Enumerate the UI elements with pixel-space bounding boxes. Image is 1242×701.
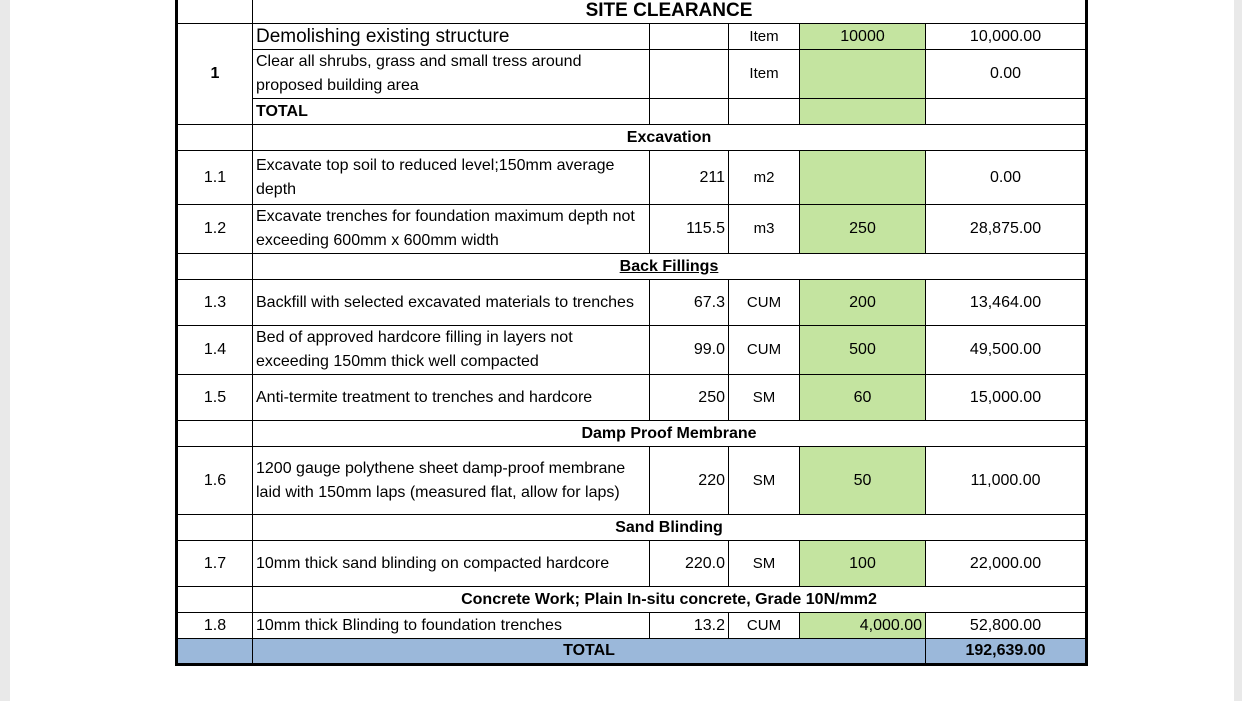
spreadsheet-page (10, 0, 1234, 701)
title-row (177, 0, 1087, 24)
section-header-row (177, 515, 1087, 541)
item-unit: m2 (729, 151, 800, 205)
item-amount: 28,875.00 (926, 205, 1087, 254)
item-description: Anti-termite treatment to trenches and hardcore (253, 375, 650, 421)
item-description: 1200 gauge polythene sheet damp-proof membrane laid with 150mm laps (measured flat, allow for laps) (253, 447, 650, 515)
item-description: Excavate top soil to reduced level;150mm average depth (253, 151, 650, 205)
cell-blank (177, 0, 253, 24)
item-quantity (650, 50, 729, 99)
item-rate: 4,000.00 (800, 613, 926, 639)
section-heading: Excavation (253, 125, 1087, 151)
item-amount: 13,464.00 (926, 280, 1087, 326)
table-row (177, 447, 1087, 515)
item-amount: 22,000.00 (926, 541, 1087, 587)
item-rate: 10000 (800, 24, 926, 50)
item-quantity: 13.2 (650, 613, 729, 639)
item-amount: 11,000.00 (926, 447, 1087, 515)
item-unit: CUM (729, 613, 800, 639)
cell-blank (177, 421, 253, 447)
item-quantity (650, 24, 729, 50)
table-row (177, 99, 1087, 125)
item-amount: 15,000.00 (926, 375, 1087, 421)
item-quantity: 115.5 (650, 205, 729, 254)
item-quantity: 220.0 (650, 541, 729, 587)
item-rate (800, 50, 926, 99)
cell-blank (177, 587, 253, 613)
section-heading: Damp Proof Membrane (253, 421, 1087, 447)
section-header-row (177, 421, 1087, 447)
item-description: Demolishing existing structure (253, 24, 650, 50)
cell-blank (177, 639, 253, 665)
item-rate (800, 151, 926, 205)
table-row (177, 280, 1087, 326)
grand-total-amount: 192,639.00 (926, 639, 1087, 665)
item-number: 1.5 (177, 375, 253, 421)
item-amount: 52,800.00 (926, 613, 1087, 639)
item-rate: 250 (800, 205, 926, 254)
table-row (177, 326, 1087, 375)
item-unit: SM (729, 541, 800, 587)
item-quantity: 211 (650, 151, 729, 205)
item-quantity: 220 (650, 447, 729, 515)
item-rate: 500 (800, 326, 926, 375)
section-header-row (177, 125, 1087, 151)
item-description: 10mm thick Blinding to foundation trenches (253, 613, 650, 639)
item-rate: 100 (800, 541, 926, 587)
item-unit: CUM (729, 280, 800, 326)
grand-total-row (177, 639, 1087, 665)
item-quantity: 250 (650, 375, 729, 421)
cell-blank (177, 515, 253, 541)
page-title: SITE CLEARANCE (253, 0, 1087, 24)
grand-total-label: TOTAL (253, 639, 926, 665)
bill-of-quantities-table (175, 0, 1088, 666)
item-unit: SM (729, 447, 800, 515)
section-heading-text: Back Fillings (619, 257, 719, 275)
item-number: 1.4 (177, 326, 253, 375)
section-heading: Concrete Work; Plain In-situ concrete, Grade 10N/mm2 (253, 587, 1087, 613)
section-header-row (177, 587, 1087, 613)
item-rate: 200 (800, 280, 926, 326)
item-amount: 10,000.00 (926, 24, 1087, 50)
item-description: Backfill with selected excavated materials to trenches (253, 280, 650, 326)
section-heading (253, 254, 1087, 280)
table-row (177, 50, 1087, 99)
item-number: 1.7 (177, 541, 253, 587)
item-unit: Item (729, 24, 800, 50)
item-rate (800, 99, 926, 125)
section-header-row (177, 254, 1087, 280)
item-unit: SM (729, 375, 800, 421)
item-quantity (650, 99, 729, 125)
cell-blank (177, 125, 253, 151)
item-unit: CUM (729, 326, 800, 375)
item-description: Excavate trenches for foundation maximum depth not exceeding 600mm x 600mm width (253, 205, 650, 254)
item-rate: 50 (800, 447, 926, 515)
table-row (177, 613, 1087, 639)
item-description: Clear all shrubs, grass and small tress around proposed building area (253, 50, 650, 99)
item-number: 1.3 (177, 280, 253, 326)
cell-blank (177, 254, 253, 280)
subtotal-label: TOTAL (253, 99, 650, 125)
item-quantity: 67.3 (650, 280, 729, 326)
item-number: 1.6 (177, 447, 253, 515)
item-description: 10mm thick sand blinding on compacted hardcore (253, 541, 650, 587)
item-description: Bed of approved hardcore filling in layers not exceeding 150mm thick well compacted (253, 326, 650, 375)
item-amount: 49,500.00 (926, 326, 1087, 375)
table-row (177, 375, 1087, 421)
table-row (177, 151, 1087, 205)
item-amount (926, 99, 1087, 125)
item-number: 1.8 (177, 613, 253, 639)
section-heading: Sand Blinding (253, 515, 1087, 541)
item-unit: Item (729, 50, 800, 99)
table-row (177, 205, 1087, 254)
item-number: 1 (177, 24, 253, 125)
item-quantity: 99.0 (650, 326, 729, 375)
item-amount: 0.00 (926, 50, 1087, 99)
item-rate: 60 (800, 375, 926, 421)
table-row (177, 541, 1087, 587)
item-amount: 0.00 (926, 151, 1087, 205)
item-unit (729, 99, 800, 125)
table-row (177, 24, 1087, 50)
item-number: 1.1 (177, 151, 253, 205)
item-number: 1.2 (177, 205, 253, 254)
item-unit: m3 (729, 205, 800, 254)
